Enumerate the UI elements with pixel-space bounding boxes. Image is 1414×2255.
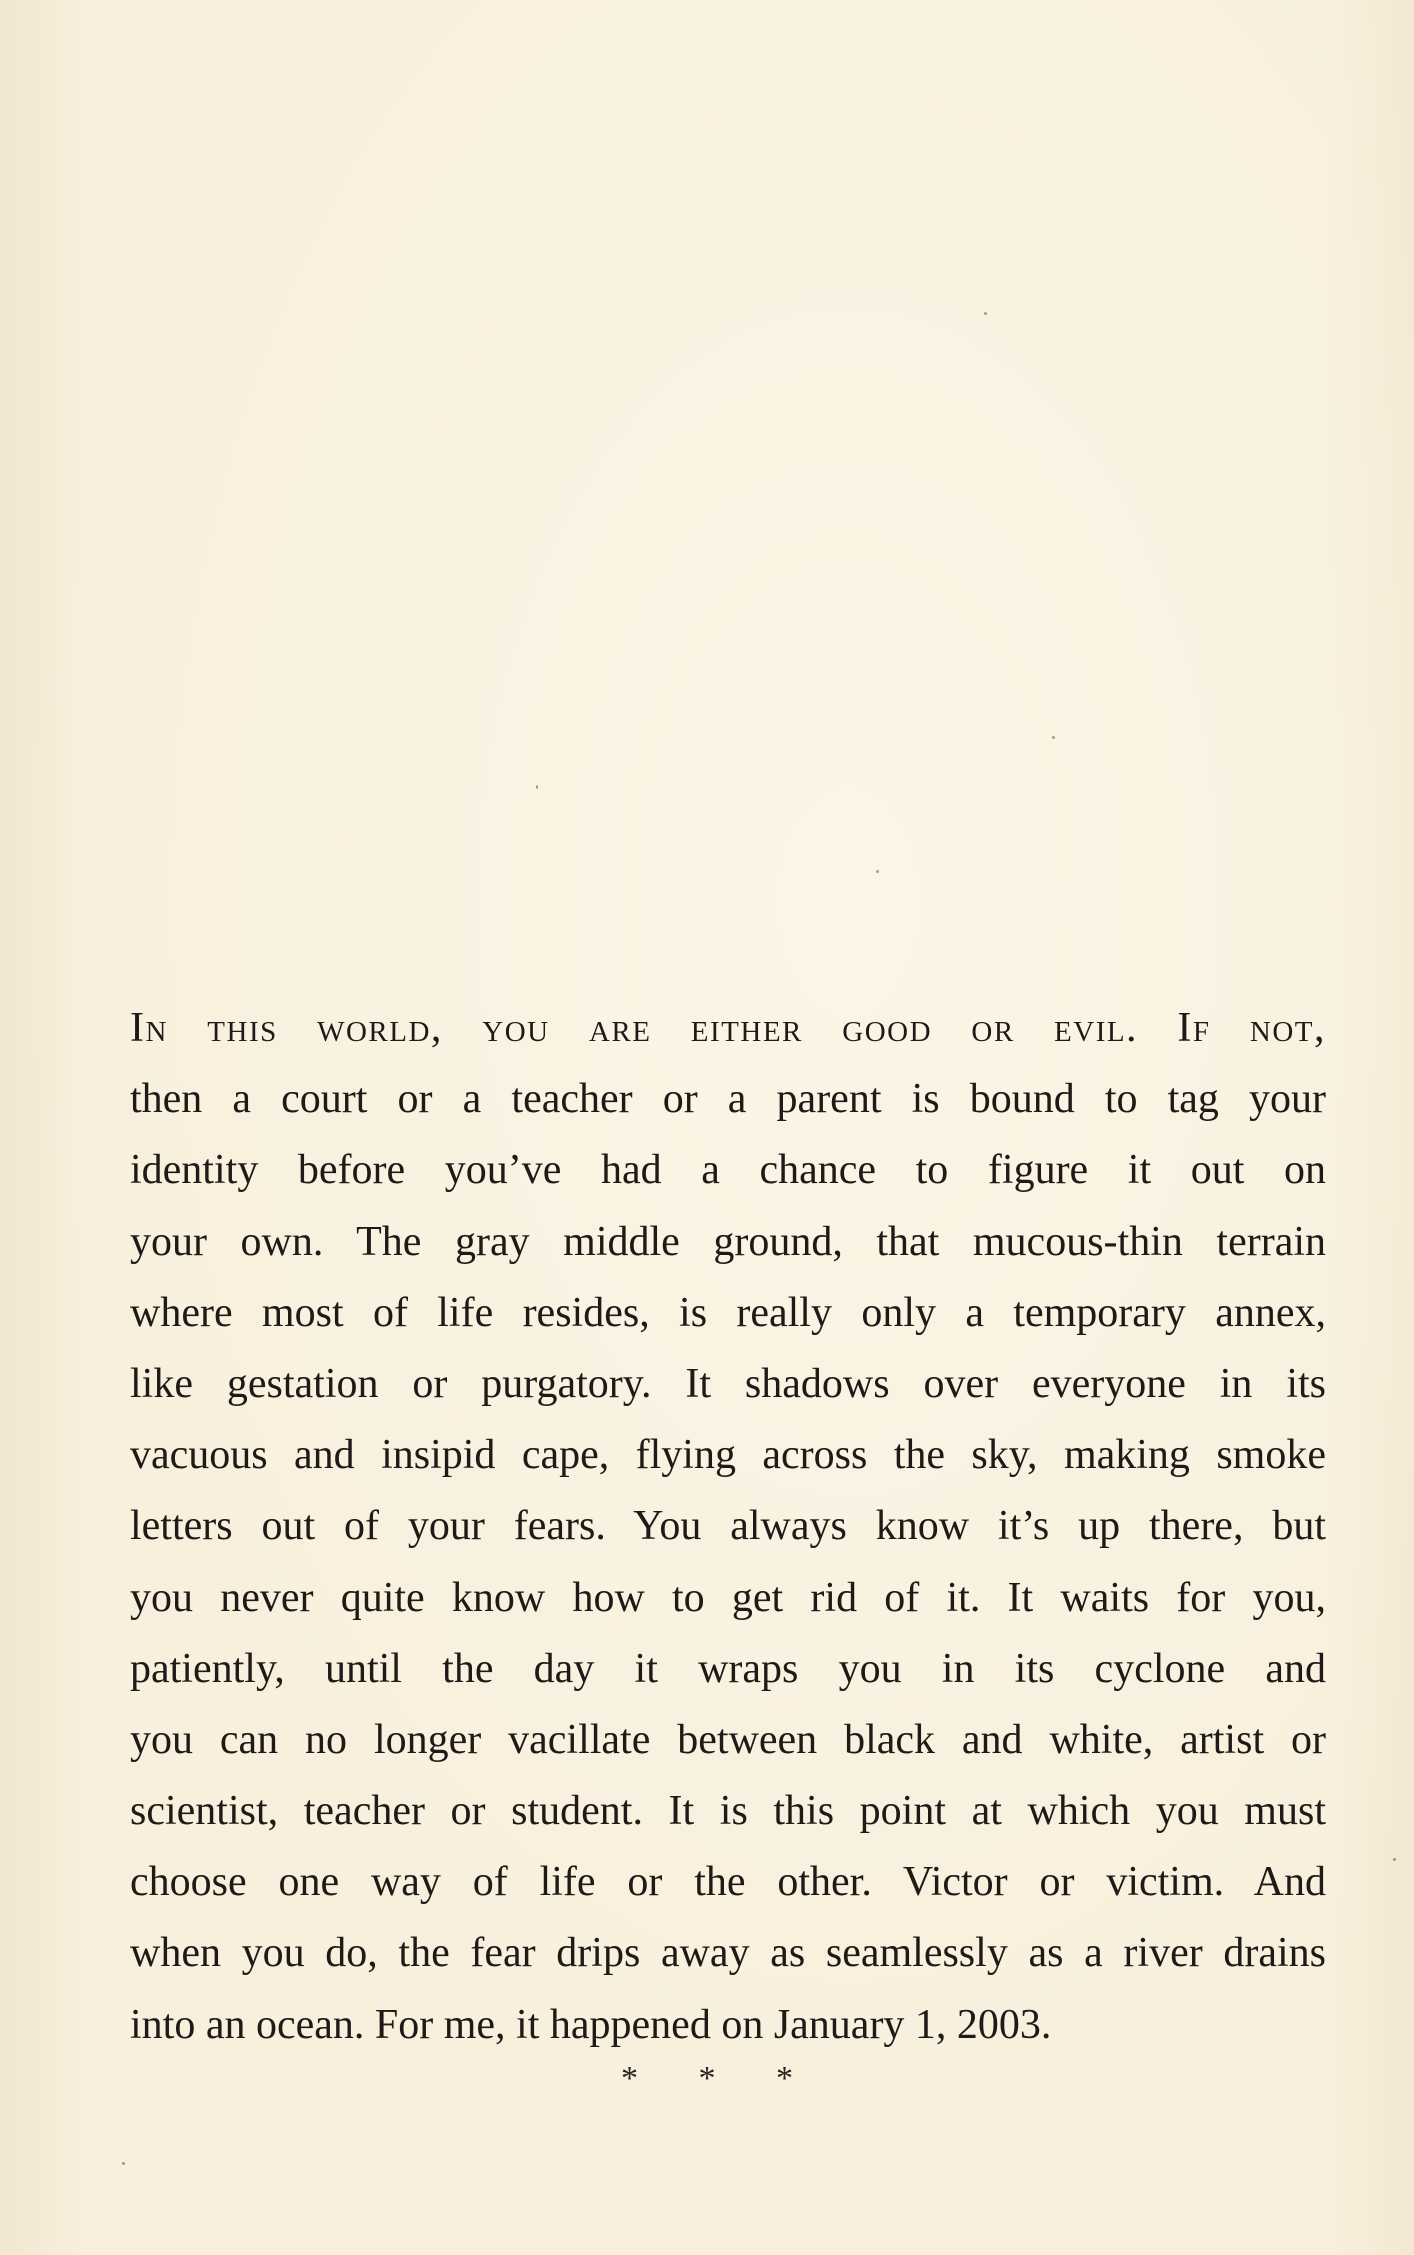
paragraph-line: choose one way of life or the other. Victor or victim. And (130, 1859, 1326, 1906)
paragraph-line: like gestation or purgatory. It shadows over everyone in its (130, 1360, 1326, 1407)
paper-speck (876, 870, 879, 873)
paragraph-line: you can no longer vacillate between black and white, artist or (130, 1716, 1326, 1763)
paper-speck (1393, 1858, 1396, 1861)
bleed-through-text (130, 90, 1330, 871)
lead-in-smallcaps: In this world, you are either good or evil. If not, (130, 1005, 1326, 1051)
paragraph-line: you never quite know how to get rid of it. It waits for you, (130, 1574, 1326, 1621)
paragraph-line: scientist, teacher or student. It is this point at which you must (130, 1788, 1326, 1835)
paragraph-line: then a court or a teacher or a parent is bound to tag your (130, 1076, 1326, 1123)
section-break (0, 2060, 1414, 2098)
asterisk: * (698, 2060, 716, 2097)
paper-speck (122, 2162, 125, 2165)
paragraph-line: patiently, until the day it wraps you in its cyclone and (130, 1645, 1326, 1692)
paragraph-line: when you do, the fear drips away as seamlessly as a river drains (130, 1930, 1326, 1977)
asterisk: * (776, 2060, 793, 2097)
paragraph-line: your own. The gray middle ground, that mucous-thin terrain (130, 1218, 1326, 1265)
paragraph-line-last: into an ocean. For me, it happened on January 1, 2003. (130, 2001, 1052, 2048)
paragraph-line: identity before you’ve had a chance to figure it out on (130, 1147, 1326, 1194)
paper-speck (536, 785, 538, 789)
paper-speck (1052, 736, 1055, 739)
paragraph-line (130, 993, 1326, 1064)
paragraph-line: letters out of your fears. You always know it’s up there, but (130, 1503, 1326, 1550)
asterisk: * (621, 2060, 638, 2097)
paragraph-line: where most of life resides, is really only a temporary annex, (130, 1289, 1326, 1336)
paper-speck (984, 312, 987, 315)
paragraph-line: vacuous and insipid cape, flying across the sky, making smoke (130, 1432, 1326, 1479)
body-paragraph (130, 993, 1326, 2061)
